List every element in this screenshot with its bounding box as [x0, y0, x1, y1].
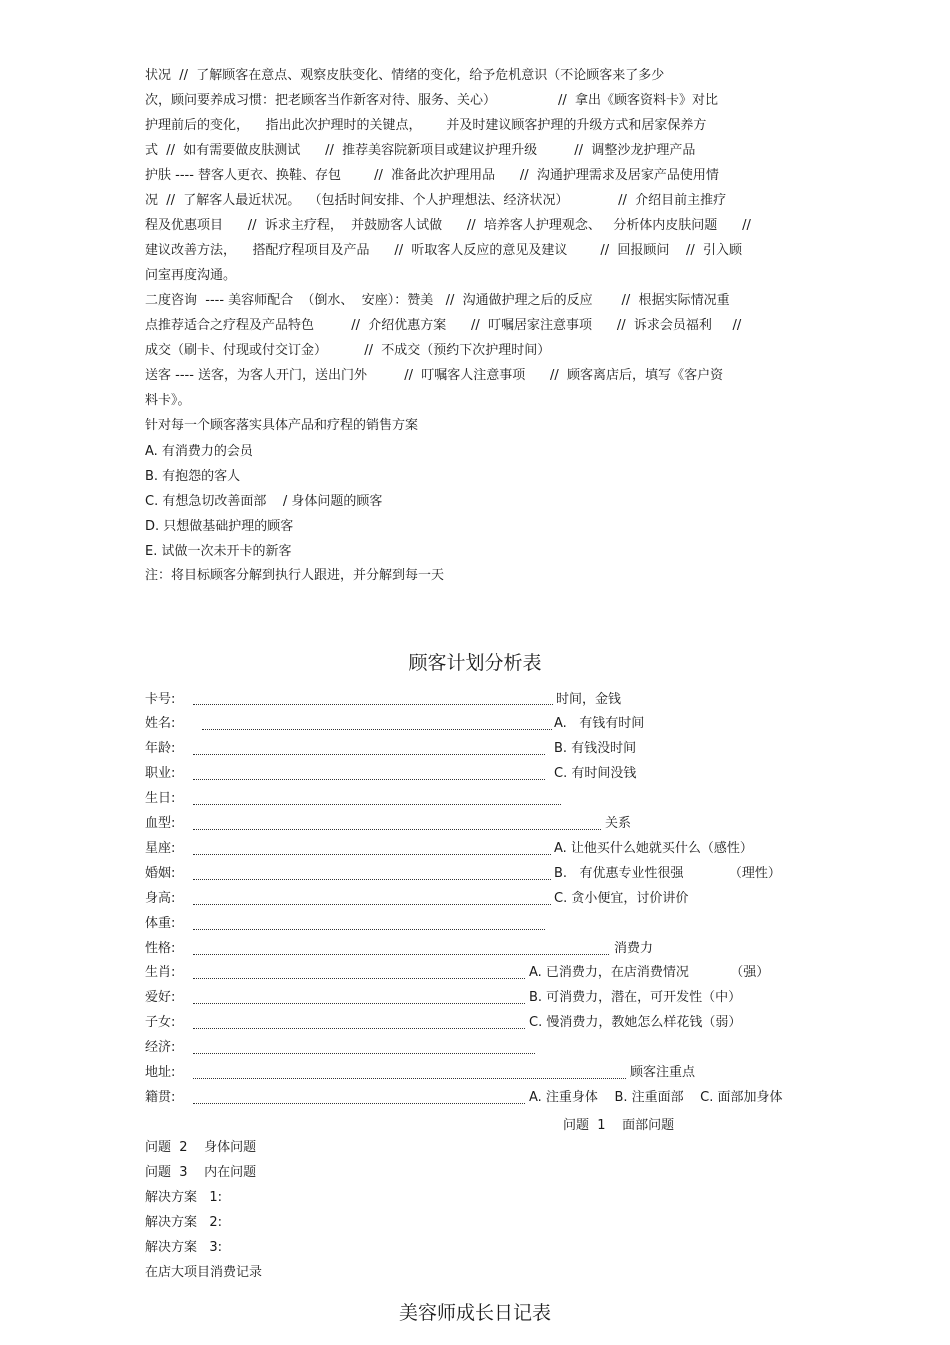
field-fill-line[interactable] [193, 754, 545, 755]
field-label: 血型: [145, 816, 176, 831]
intro-line: 况 // 了解客人最近状况。 （包括时间安排、个人护理想法、经济状况） // 介绍目前主推疗 [145, 193, 727, 208]
field-right-text: 关系 [605, 816, 632, 831]
field-fill-line[interactable] [193, 904, 551, 905]
intro-line: 成交（刷卡、付现或付交订金） // 不成交（预约下次护理时间） [145, 343, 551, 358]
after-line: 解决方案 2: [145, 1215, 223, 1230]
field-fill-line[interactable] [193, 879, 551, 880]
field-label: 体重: [145, 916, 176, 931]
intro-line: 二度咨询 ---- 美容师配合 （倒水、 安座）：赞美 // 沟通做护理之后的反应 // 根据实际情况重 [145, 293, 730, 308]
field-fill-line[interactable] [193, 1003, 525, 1004]
intro-line: 点推荐适合之疗程及产品特色 // 介绍优惠方案 // 叮嘱居家注意事项 // 诉求会员福利 // [145, 318, 742, 333]
intro-line: C. 有想急切改善面部 / 身体问题的顾客 [145, 494, 383, 509]
problem-1: 问题 1 面部问题 [563, 1118, 675, 1133]
intro-line: E. 试做一次未开卡的新客 [145, 544, 292, 559]
intro-line: 状况 // 了解顾客在意点、观察皮肤变化、情绪的变化，给予危机意识（不论顾客来了多少 [145, 68, 665, 83]
after-line: 问题 2 身体问题 [145, 1140, 257, 1155]
field-right-text: C. 慢消费力，教她怎么样花钱（弱） [529, 1015, 742, 1030]
field-right-text: 消费力 [614, 941, 654, 956]
field-label: 年龄: [145, 741, 176, 756]
field-fill-line[interactable] [193, 1078, 626, 1079]
intro-line: D. 只想做基础护理的顾客 [145, 519, 294, 534]
intro-line: 送客 ---- 送客，为客人开门，送出门外 // 叮嘱客人注意事项 // 顾客离店后，填写《客户资 [145, 368, 724, 383]
field-right-text: 顾客注重点 [630, 1065, 696, 1080]
after-line: 解决方案 3: [145, 1240, 223, 1255]
field-label: 星座: [145, 841, 176, 856]
intro-line: B. 有抱怨的客人 [145, 469, 241, 484]
field-fill-line[interactable] [193, 829, 601, 830]
field-label: 爱好: [145, 990, 176, 1005]
after-line: 在店大项目消费记录 [145, 1265, 263, 1280]
field-right-text: A. 已消费力，在店消费情况 （强） [529, 965, 770, 980]
intro-line: 针对每一个顾客落实具体产品和疗程的销售方案 [145, 418, 419, 433]
field-label: 婚姻: [145, 866, 176, 881]
field-right-text: A. 让他买什么她就买什么（感性） [554, 841, 753, 856]
field-fill-line[interactable] [193, 1103, 525, 1104]
field-label: 身高: [145, 891, 176, 906]
field-fill-line[interactable] [193, 929, 545, 930]
field-fill-line[interactable] [193, 779, 545, 780]
intro-line: 护理前后的变化， 指出此次护理时的关键点， 并及时建议顾客护理的升级方式和居家保养方 [145, 118, 707, 133]
field-label: 地址: [145, 1065, 176, 1080]
intro-line: A. 有消费力的会员 [145, 444, 253, 459]
field-fill-line[interactable] [193, 1053, 535, 1054]
intro-line: 式 // 如有需要做皮肤测试 // 推荐美容院新项目或建议护理升级 // 调整沙龙护理产品 [145, 143, 696, 158]
field-label: 生肖: [145, 965, 176, 980]
intro-line: 建议改善方法， 搭配疗程项目及产品 // 听取客人反应的意见及建议 // 回报顾问 // 引入顾 [145, 243, 742, 258]
field-label: 生日: [145, 791, 176, 806]
field-label: 子女: [145, 1015, 176, 1030]
form-title: 顾客计划分析表 [408, 652, 542, 674]
field-right-text: B. 可消费力，潜在，可开发性（中） [529, 990, 742, 1005]
field-label: 姓名: [145, 716, 176, 731]
field-fill-line[interactable] [193, 954, 609, 955]
field-fill-line[interactable] [193, 704, 553, 705]
field-fill-line[interactable] [202, 729, 552, 730]
field-fill-line[interactable] [193, 804, 561, 805]
intro-line: 护肤 ---- 替客人更衣、换鞋、存包 // 准备此次护理用品 // 沟通护理需求及居家产品使用情 [145, 168, 719, 183]
field-right-text: B. 有优惠专业性很强 （理性） [554, 866, 781, 881]
field-right-text: B. 有钱没时间 [554, 741, 637, 756]
field-label: 籍贯: [145, 1090, 176, 1105]
intro-line: 次，顾问要养成习惯：把老顾客当作新客对待、服务、关心） // 拿出《顾客资料卡》对比 [145, 93, 719, 108]
field-right-text: A. 有钱有时间 [554, 716, 645, 731]
field-right-text: C. 有时间没钱 [554, 766, 637, 781]
intro-line: 料卡》。 [145, 393, 191, 408]
field-label: 经济: [145, 1040, 176, 1055]
field-label: 职业: [145, 766, 176, 781]
field-right-text: C. 贪小便宜，讨价讲价 [554, 891, 689, 906]
field-fill-line[interactable] [193, 978, 525, 979]
after-line: 问题 3 内在问题 [145, 1165, 257, 1180]
field-label: 性格: [145, 941, 176, 956]
field-fill-line[interactable] [193, 1028, 525, 1029]
field-fill-line[interactable] [193, 854, 551, 855]
intro-line: 问室再度沟通。 [145, 268, 237, 283]
field-right-text: 时间，金钱 [556, 692, 622, 707]
after-line: 解决方案 1: [145, 1190, 223, 1205]
footer-title: 美容师成长日记表 [398, 1302, 551, 1324]
intro-line: 注：将目标顾客分解到执行人跟进，并分解到每一天 [145, 568, 445, 583]
field-right-text: A. 注重身体 B. 注重面部 C. 面部加身体 [529, 1090, 783, 1105]
intro-line: 程及优惠项目 // 诉求主疗程， 并鼓励客人试做 // 培养客人护理观念、 分析体内皮肤问题 // [145, 218, 751, 233]
field-label: 卡号: [145, 692, 176, 707]
